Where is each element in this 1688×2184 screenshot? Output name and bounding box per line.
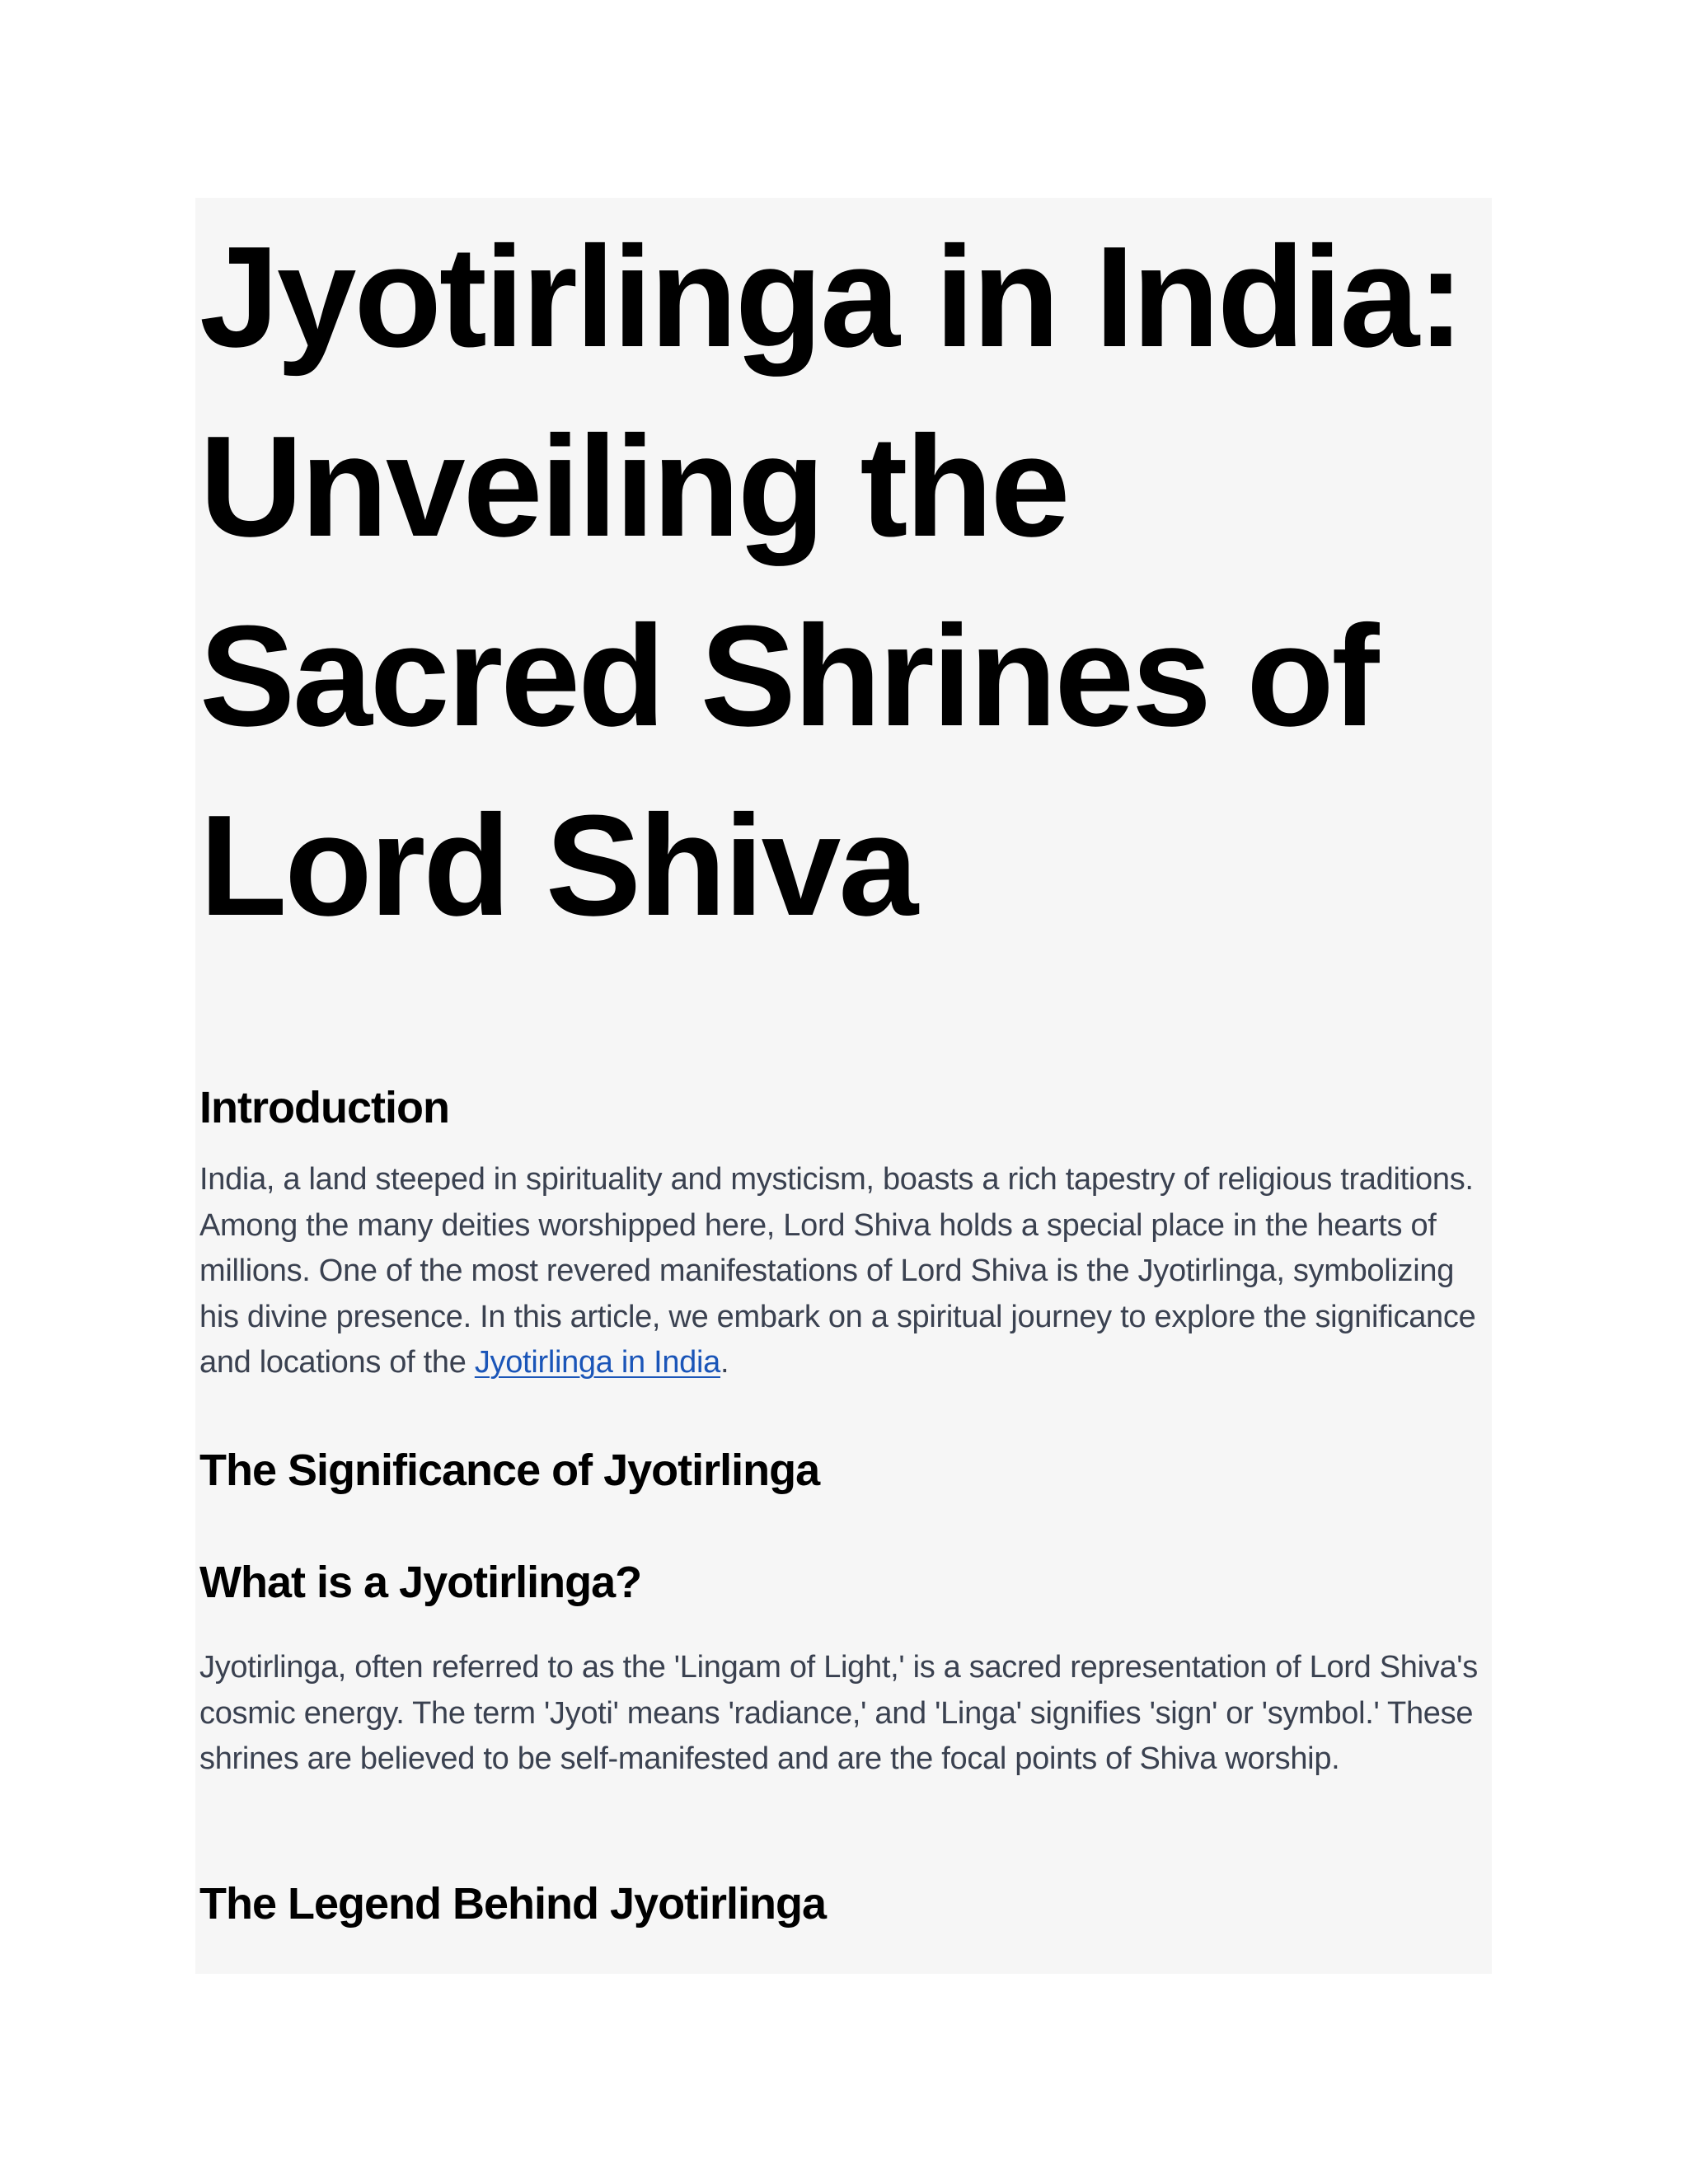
page-title: Jyotirlinga in India: Unveiling the Sacred Shrines of Lord Shiva — [199, 216, 1463, 945]
jyotirlinga-in-india-link[interactable]: Jyotirlinga in India — [474, 1345, 720, 1380]
what-is-jyotirlinga-heading: What is a Jyotirlinga? — [199, 1558, 642, 1607]
introduction-heading: Introduction — [199, 1083, 449, 1132]
what-is-jyotirlinga-paragraph: Jyotirlinga, often referred to as the 'Lingam of Light,' is a sacred representation of Lord Shiva's cosmic energy. The term 'Jyoti' means 'radiance,' and 'Linga' signifies 'sign' or 'symbol.' These shrines are believed to be self-manifested and are the focal points of Shiva worship. — [199, 1650, 1478, 1776]
introduction-text: India, a land steeped in spirituality and mysticism, boasts a rich tapestry of religious traditions. Among the many deities worshipped here, Lord Shiva holds a special place in the hearts of millions. One of the most revered manifestations of Lord Shiva is the Jyotirlinga, symbolizing his divine presence. In this article, we embark on a spiritual journey to explore the significance and locations of the — [199, 1162, 1476, 1380]
introduction-end: . — [720, 1345, 729, 1380]
introduction-paragraph — [199, 1157, 1493, 1386]
significance-heading: The Significance of Jyotirlinga — [199, 1446, 820, 1495]
article-content-block — [195, 198, 1492, 1974]
legend-heading: The Legend Behind Jyotirlinga — [199, 1879, 827, 1929]
